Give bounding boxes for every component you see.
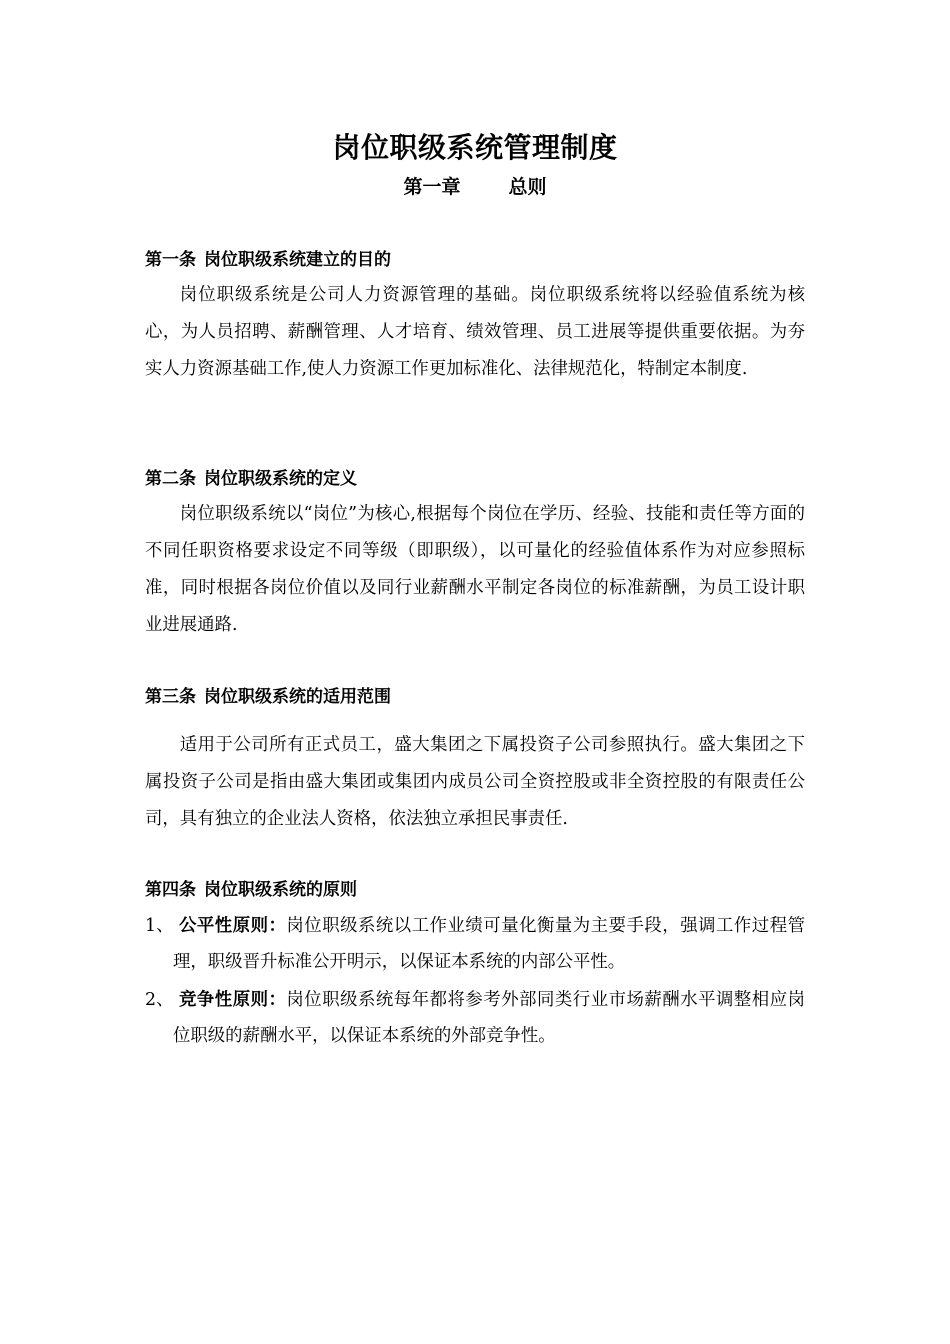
principle-2 [145, 982, 805, 1054]
chapter-name: 总则 [508, 176, 547, 198]
article-3-number: 第三条 [145, 687, 196, 707]
article-4-title: 岗位职级系统的原则 [204, 880, 357, 900]
principle-2-label: 竞争性原则： [179, 990, 287, 1010]
article-1-title: 岗位职级系统建立的目的 [204, 250, 391, 270]
article-1-number: 第一条 [145, 250, 196, 270]
article-4-number: 第四条 [145, 880, 196, 900]
principle-1 [145, 908, 805, 980]
article-3-heading [145, 684, 805, 710]
principle-2-marker: 2、 [145, 990, 174, 1010]
article-4-heading [145, 877, 805, 903]
article-2-heading [145, 466, 805, 492]
article-3-title: 岗位职级系统的适用范围 [204, 687, 391, 707]
article-1-body: 岗位职级系统是公司人力资源管理的基础。岗位职级系统将以经验值系统为核心，为人员招聘、薪酬管理、人才培育、绩效管理、员工进展等提供重要依据。为夯实人力资源基础工作,使人力资源工作更加标准化、法律规范化，特制定本制度. [145, 285, 805, 379]
document-title: 岗位职级系统管理制度 [332, 131, 618, 164]
chapter-title [0, 172, 950, 202]
chapter-number: 第一章 [403, 176, 461, 198]
article-2-number: 第二条 [145, 469, 196, 489]
article-1-heading [145, 247, 805, 273]
principle-1-marker: 1、 [145, 916, 174, 936]
principle-1-text: 岗位职级系统以工作业绩可量化衡量为主要手段，强调工作过程管理，职级晋升标准公开明示，以保证本系统的内部公平性。 [173, 916, 805, 972]
article-3-body: 适用于公司所有正式员工，盛大集团之下属投资子公司参照执行。盛大集团之下属投资子公司是指由盛大集团或集团内成员公司全资控股或非全资控股的有限责任公司，具有独立的企业法人资格，依法独立承担民事责任. [145, 735, 805, 829]
article-2-body: 岗位职级系统以“岗位”为核心,根据每个岗位在学历、经验、技能和责任等方面的不同任职资格要求设定不同等级（即职级），以可量化的经验值体系作为对应参照标准，同时根据各岗位价值以及同行业薪酬水平制定各岗位的标准薪酬，为员工设计职业进展通路. [145, 504, 805, 635]
article-2-title: 岗位职级系统的定义 [204, 469, 357, 489]
principle-2-text: 岗位职级系统每年都将参考外部同类行业市场薪酬水平调整相应岗位职级的薪酬水平，以保证本系统的外部竞争性。 [173, 990, 805, 1046]
principle-1-label: 公平性原则： [179, 916, 287, 936]
